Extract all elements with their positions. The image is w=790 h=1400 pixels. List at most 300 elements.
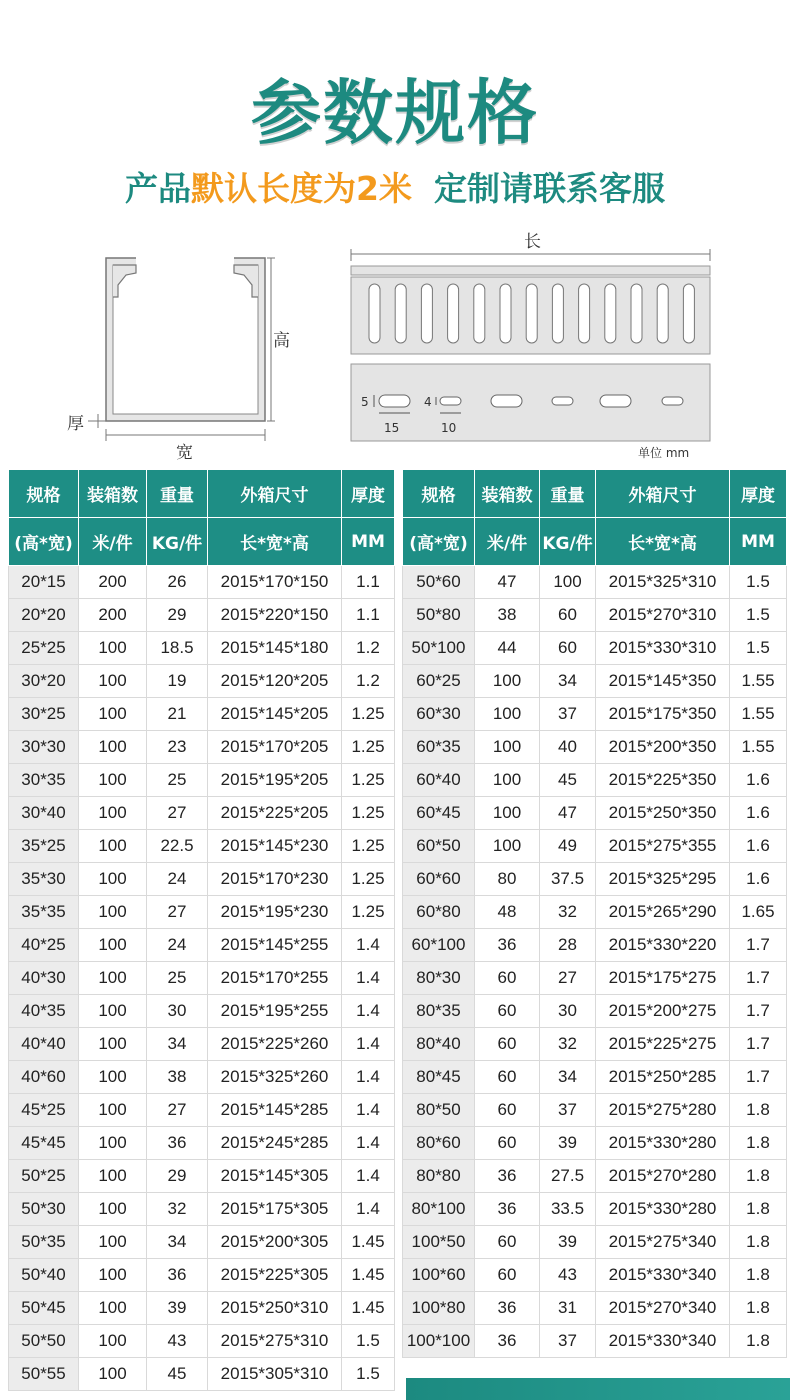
cell-box-size: 2015*225*260 <box>208 1028 342 1061</box>
cell-thickness: 1.25 <box>342 863 395 896</box>
table-row <box>9 665 395 698</box>
slot-shape <box>369 284 380 343</box>
cell-thickness: 1.5 <box>730 632 787 665</box>
table-row <box>403 863 787 896</box>
cell-spec: 50*30 <box>9 1193 79 1226</box>
cell-weight: 24 <box>147 863 208 896</box>
cell-pack: 100 <box>79 1226 147 1259</box>
cell-spec: 50*80 <box>403 599 475 632</box>
cell-pack: 100 <box>79 1259 147 1292</box>
slot-shape <box>683 284 694 343</box>
cell-pack: 60 <box>475 1061 540 1094</box>
table-row <box>9 797 395 830</box>
table-row <box>403 632 787 665</box>
cell-weight: 32 <box>540 1028 596 1061</box>
table-row <box>403 1160 787 1193</box>
cell-spec: 50*55 <box>9 1358 79 1391</box>
cell-box-size: 2015*250*310 <box>208 1292 342 1325</box>
cell-weight: 37 <box>540 698 596 731</box>
cell-weight: 43 <box>540 1259 596 1292</box>
cell-box-size: 2015*170*150 <box>208 566 342 599</box>
cell-weight: 100 <box>540 566 596 599</box>
cell-spec: 50*35 <box>9 1226 79 1259</box>
cell-pack: 36 <box>475 1160 540 1193</box>
table-row <box>9 1028 395 1061</box>
cell-thickness: 1.7 <box>730 962 787 995</box>
cell-pack: 60 <box>475 1226 540 1259</box>
cell-box-size: 2015*250*285 <box>596 1061 730 1094</box>
cell-pack: 100 <box>79 995 147 1028</box>
cell-spec: 80*100 <box>403 1193 475 1226</box>
slot-shape <box>526 284 537 343</box>
cell-spec: 20*20 <box>9 599 79 632</box>
cell-spec: 50*40 <box>9 1259 79 1292</box>
cell-spec: 100*60 <box>403 1259 475 1292</box>
table-row <box>9 863 395 896</box>
slot-shape <box>631 284 642 343</box>
subheader-box-size: 长*宽*高 <box>208 518 342 566</box>
cell-thickness: 1.4 <box>342 1028 395 1061</box>
header-thickness: 厚度 <box>730 470 787 518</box>
cell-thickness: 1.7 <box>730 1061 787 1094</box>
cell-spec: 30*35 <box>9 764 79 797</box>
subheader-box-size: 长*宽*高 <box>596 518 730 566</box>
cell-box-size: 2015*330*340 <box>596 1325 730 1358</box>
cell-pack: 100 <box>79 1160 147 1193</box>
slot-shape <box>421 284 432 343</box>
subheader-weight: KG/件 <box>540 518 596 566</box>
cell-pack: 100 <box>79 1127 147 1160</box>
cell-pack: 100 <box>79 698 147 731</box>
cell-spec: 60*30 <box>403 698 475 731</box>
cell-spec: 40*60 <box>9 1061 79 1094</box>
bottom-view-diagram <box>351 364 710 441</box>
cell-box-size: 2015*145*205 <box>208 698 342 731</box>
label-thickness: 厚 <box>67 414 84 434</box>
cell-thickness: 1.6 <box>730 797 787 830</box>
cell-weight: 40 <box>540 731 596 764</box>
cell-thickness: 1.4 <box>342 1094 395 1127</box>
cell-pack: 100 <box>79 797 147 830</box>
cell-thickness: 1.25 <box>342 830 395 863</box>
cell-pack: 60 <box>475 1028 540 1061</box>
cell-thickness: 1.8 <box>730 1160 787 1193</box>
cell-thickness: 1.65 <box>730 896 787 929</box>
page-subtitle <box>0 165 790 213</box>
cell-weight: 27 <box>147 896 208 929</box>
cell-weight: 60 <box>540 599 596 632</box>
cell-spec: 50*50 <box>9 1325 79 1358</box>
cell-weight: 22.5 <box>147 830 208 863</box>
cell-weight: 34 <box>540 665 596 698</box>
cell-thickness: 1.4 <box>342 962 395 995</box>
cell-spec: 60*35 <box>403 731 475 764</box>
cross-section-diagram <box>88 255 275 441</box>
cell-pack: 48 <box>475 896 540 929</box>
header-box-size: 外箱尺寸 <box>208 470 342 518</box>
cell-spec: 30*40 <box>9 797 79 830</box>
cell-weight: 29 <box>147 599 208 632</box>
cell-box-size: 2015*330*340 <box>596 1259 730 1292</box>
dim-10: 10 <box>441 421 457 435</box>
table-row <box>9 1358 395 1391</box>
cell-pack: 38 <box>475 599 540 632</box>
cell-spec: 35*25 <box>9 830 79 863</box>
cell-pack: 100 <box>475 830 540 863</box>
cell-thickness: 1.7 <box>730 1028 787 1061</box>
cell-spec: 100*50 <box>403 1226 475 1259</box>
table-row <box>9 929 395 962</box>
cell-thickness: 1.55 <box>730 698 787 731</box>
cell-pack: 100 <box>79 1193 147 1226</box>
table-row <box>403 1292 787 1325</box>
subheader-pack: 米/件 <box>79 518 147 566</box>
cell-thickness: 1.7 <box>730 929 787 962</box>
cell-pack: 60 <box>475 1094 540 1127</box>
cell-box-size: 2015*275*340 <box>596 1226 730 1259</box>
cell-box-size: 2015*330*280 <box>596 1127 730 1160</box>
cell-thickness: 1.8 <box>730 1259 787 1292</box>
table-row <box>9 698 395 731</box>
cell-thickness: 1.2 <box>342 665 395 698</box>
cell-pack: 100 <box>79 962 147 995</box>
cell-pack: 100 <box>79 929 147 962</box>
cell-pack: 100 <box>79 1292 147 1325</box>
subheader-thickness: MM <box>730 518 787 566</box>
cell-pack: 100 <box>475 731 540 764</box>
cell-pack: 47 <box>475 566 540 599</box>
table-row <box>9 632 395 665</box>
slot-shape <box>448 284 459 343</box>
spec-table-left <box>8 469 395 1391</box>
cell-spec: 30*20 <box>9 665 79 698</box>
cell-box-size: 2015*200*275 <box>596 995 730 1028</box>
cell-spec: 60*100 <box>403 929 475 962</box>
cell-thickness: 1.6 <box>730 764 787 797</box>
cell-weight: 34 <box>147 1028 208 1061</box>
header-spec: 规格 <box>403 470 475 518</box>
cell-spec: 40*35 <box>9 995 79 1028</box>
cell-thickness: 1.5 <box>730 599 787 632</box>
table-row <box>403 1226 787 1259</box>
cell-box-size: 2015*275*280 <box>596 1094 730 1127</box>
cell-box-size: 2015*225*305 <box>208 1259 342 1292</box>
table-row <box>9 1325 395 1358</box>
cell-box-size: 2015*175*350 <box>596 698 730 731</box>
cell-weight: 43 <box>147 1325 208 1358</box>
cell-pack: 200 <box>79 566 147 599</box>
cell-thickness: 1.4 <box>342 929 395 962</box>
table-row <box>9 566 395 599</box>
cell-spec: 80*60 <box>403 1127 475 1160</box>
cell-box-size: 2015*145*285 <box>208 1094 342 1127</box>
cell-weight: 27.5 <box>540 1160 596 1193</box>
cell-spec: 80*45 <box>403 1061 475 1094</box>
cell-thickness: 1.8 <box>730 1226 787 1259</box>
cell-box-size: 2015*225*205 <box>208 797 342 830</box>
cell-pack: 100 <box>475 698 540 731</box>
cell-thickness: 1.5 <box>342 1358 395 1391</box>
side-view-diagram <box>351 266 710 354</box>
cell-thickness: 1.6 <box>730 830 787 863</box>
cell-spec: 25*25 <box>9 632 79 665</box>
cell-spec: 40*30 <box>9 962 79 995</box>
subheader-pack: 米/件 <box>475 518 540 566</box>
cell-box-size: 2015*305*310 <box>208 1358 342 1391</box>
table-row <box>403 1259 787 1292</box>
cell-thickness: 1.25 <box>342 764 395 797</box>
cell-box-size: 2015*195*255 <box>208 995 342 1028</box>
table-row <box>403 1127 787 1160</box>
slot-shape <box>552 284 563 343</box>
cell-weight: 49 <box>540 830 596 863</box>
cell-spec: 20*15 <box>9 566 79 599</box>
dim-15: 15 <box>384 421 400 435</box>
decorative-bar <box>406 1378 790 1400</box>
cell-weight: 31 <box>540 1292 596 1325</box>
cell-weight: 30 <box>540 995 596 1028</box>
cell-pack: 100 <box>79 896 147 929</box>
table-row <box>9 962 395 995</box>
header-box-size: 外箱尺寸 <box>596 470 730 518</box>
table-row <box>403 566 787 599</box>
cell-box-size: 2015*145*255 <box>208 929 342 962</box>
cell-pack: 100 <box>79 632 147 665</box>
table-row <box>9 1094 395 1127</box>
cell-thickness: 1.8 <box>730 1094 787 1127</box>
cell-spec: 45*25 <box>9 1094 79 1127</box>
cell-spec: 45*45 <box>9 1127 79 1160</box>
cell-thickness: 1.5 <box>730 566 787 599</box>
table-subheader-row <box>9 518 395 566</box>
table-row <box>9 830 395 863</box>
page-title: 参数规格 <box>251 72 539 154</box>
header-pack: 装箱数 <box>79 470 147 518</box>
subheader-thickness: MM <box>342 518 395 566</box>
cell-pack: 100 <box>79 731 147 764</box>
slot-shape <box>395 284 406 343</box>
cell-box-size: 2015*225*350 <box>596 764 730 797</box>
cell-weight: 27 <box>147 1094 208 1127</box>
cell-weight: 27 <box>540 962 596 995</box>
cell-weight: 30 <box>147 995 208 1028</box>
cell-spec: 50*100 <box>403 632 475 665</box>
table-header-row <box>403 470 787 518</box>
cell-spec: 50*60 <box>403 566 475 599</box>
table-row <box>403 764 787 797</box>
header-weight: 重量 <box>540 470 596 518</box>
cell-thickness: 1.4 <box>342 995 395 1028</box>
cell-weight: 24 <box>147 929 208 962</box>
cell-spec: 60*45 <box>403 797 475 830</box>
cell-weight: 37 <box>540 1325 596 1358</box>
cell-pack: 60 <box>475 1127 540 1160</box>
table-row <box>9 1127 395 1160</box>
slot-shape <box>500 284 511 343</box>
cell-weight: 39 <box>147 1292 208 1325</box>
cell-box-size: 2015*225*275 <box>596 1028 730 1061</box>
table-row <box>9 1160 395 1193</box>
subheader-spec: (高*宽) <box>403 518 475 566</box>
label-width: 宽 <box>176 443 193 463</box>
subtitle-highlight: 默认长度为2米 <box>191 169 412 208</box>
header-pack: 装箱数 <box>475 470 540 518</box>
cell-weight: 45 <box>147 1358 208 1391</box>
cell-spec: 40*25 <box>9 929 79 962</box>
cell-thickness: 1.55 <box>730 731 787 764</box>
cell-box-size: 2015*330*310 <box>596 632 730 665</box>
cell-box-size: 2015*170*205 <box>208 731 342 764</box>
cell-weight: 25 <box>147 962 208 995</box>
cell-spec: 60*40 <box>403 764 475 797</box>
cell-box-size: 2015*330*280 <box>596 1193 730 1226</box>
cell-weight: 29 <box>147 1160 208 1193</box>
table-row <box>403 1193 787 1226</box>
subheader-weight: KG/件 <box>147 518 208 566</box>
cell-spec: 50*45 <box>9 1292 79 1325</box>
table-row <box>9 1259 395 1292</box>
slot-shape <box>605 284 616 343</box>
cell-box-size: 2015*170*230 <box>208 863 342 896</box>
cell-pack: 100 <box>79 665 147 698</box>
cell-spec: 100*100 <box>403 1325 475 1358</box>
cell-box-size: 2015*145*230 <box>208 830 342 863</box>
product-diagram <box>0 225 790 465</box>
cell-thickness: 1.7 <box>730 995 787 1028</box>
cell-thickness: 1.4 <box>342 1160 395 1193</box>
table-subheader-row <box>403 518 787 566</box>
cell-weight: 38 <box>147 1061 208 1094</box>
cell-box-size: 2015*245*285 <box>208 1127 342 1160</box>
cell-weight: 28 <box>540 929 596 962</box>
dim-4: 4 <box>424 395 432 409</box>
cell-spec: 80*50 <box>403 1094 475 1127</box>
table-row <box>9 1292 395 1325</box>
table-row <box>403 962 787 995</box>
cell-spec: 35*35 <box>9 896 79 929</box>
cell-weight: 37.5 <box>540 863 596 896</box>
slot-shape <box>579 284 590 343</box>
cell-spec: 40*40 <box>9 1028 79 1061</box>
cell-spec: 100*80 <box>403 1292 475 1325</box>
cell-pack: 100 <box>79 830 147 863</box>
table-row <box>9 1061 395 1094</box>
cell-weight: 34 <box>147 1226 208 1259</box>
cell-pack: 36 <box>475 1193 540 1226</box>
slot-shape <box>657 284 668 343</box>
unit-label: 单位 mm <box>638 446 690 460</box>
cell-box-size: 2015*250*350 <box>596 797 730 830</box>
cell-thickness: 1.45 <box>342 1226 395 1259</box>
cell-thickness: 1.1 <box>342 566 395 599</box>
cell-spec: 60*50 <box>403 830 475 863</box>
header-spec: 规格 <box>9 470 79 518</box>
cell-box-size: 2015*145*305 <box>208 1160 342 1193</box>
cell-pack: 60 <box>475 995 540 1028</box>
table-row <box>403 698 787 731</box>
header-weight: 重量 <box>147 470 208 518</box>
cell-weight: 32 <box>147 1193 208 1226</box>
cell-spec: 30*30 <box>9 731 79 764</box>
cell-weight: 33.5 <box>540 1193 596 1226</box>
cell-pack: 100 <box>475 797 540 830</box>
cell-pack: 100 <box>79 1094 147 1127</box>
cell-weight: 19 <box>147 665 208 698</box>
cell-weight: 60 <box>540 632 596 665</box>
cell-pack: 36 <box>475 1292 540 1325</box>
cell-thickness: 1.45 <box>342 1259 395 1292</box>
cell-box-size: 2015*220*150 <box>208 599 342 632</box>
cell-box-size: 2015*195*230 <box>208 896 342 929</box>
table-row <box>403 1325 787 1358</box>
cell-thickness: 1.8 <box>730 1292 787 1325</box>
cell-box-size: 2015*270*340 <box>596 1292 730 1325</box>
table-row <box>403 665 787 698</box>
cell-thickness: 1.25 <box>342 698 395 731</box>
table-row <box>9 995 395 1028</box>
cell-pack: 100 <box>79 1325 147 1358</box>
table-row <box>403 599 787 632</box>
cell-weight: 36 <box>147 1127 208 1160</box>
table-row <box>403 995 787 1028</box>
cell-pack: 44 <box>475 632 540 665</box>
cell-thickness: 1.2 <box>342 632 395 665</box>
cell-box-size: 2015*270*280 <box>596 1160 730 1193</box>
cell-pack: 36 <box>475 929 540 962</box>
cell-spec: 35*30 <box>9 863 79 896</box>
header-thickness: 厚度 <box>342 470 395 518</box>
subheader-spec: (高*宽) <box>9 518 79 566</box>
dim-5: 5 <box>361 395 369 409</box>
cell-thickness: 1.8 <box>730 1193 787 1226</box>
cell-thickness: 1.1 <box>342 599 395 632</box>
cell-box-size: 2015*275*355 <box>596 830 730 863</box>
table-row <box>9 599 395 632</box>
cell-box-size: 2015*325*295 <box>596 863 730 896</box>
table-row <box>9 1226 395 1259</box>
cell-box-size: 2015*175*275 <box>596 962 730 995</box>
table-row <box>403 731 787 764</box>
cell-spec: 80*80 <box>403 1160 475 1193</box>
table-row <box>403 929 787 962</box>
cell-thickness: 1.8 <box>730 1127 787 1160</box>
cell-weight: 26 <box>147 566 208 599</box>
cell-pack: 80 <box>475 863 540 896</box>
cell-box-size: 2015*270*310 <box>596 599 730 632</box>
cell-pack: 60 <box>475 1259 540 1292</box>
cell-pack: 100 <box>79 764 147 797</box>
cell-thickness: 1.4 <box>342 1061 395 1094</box>
table-row <box>9 1193 395 1226</box>
table-row <box>403 1061 787 1094</box>
cell-thickness: 1.55 <box>730 665 787 698</box>
cell-thickness: 1.25 <box>342 896 395 929</box>
cell-weight: 45 <box>540 764 596 797</box>
cell-box-size: 2015*325*260 <box>208 1061 342 1094</box>
table-row <box>403 1028 787 1061</box>
cell-pack: 100 <box>475 764 540 797</box>
cell-pack: 200 <box>79 599 147 632</box>
cell-pack: 100 <box>79 863 147 896</box>
cell-box-size: 2015*275*310 <box>208 1325 342 1358</box>
cell-box-size: 2015*170*255 <box>208 962 342 995</box>
cell-spec: 60*80 <box>403 896 475 929</box>
table-row <box>9 764 395 797</box>
cell-weight: 36 <box>147 1259 208 1292</box>
cell-spec: 60*60 <box>403 863 475 896</box>
cell-weight: 39 <box>540 1127 596 1160</box>
cell-box-size: 2015*200*350 <box>596 731 730 764</box>
